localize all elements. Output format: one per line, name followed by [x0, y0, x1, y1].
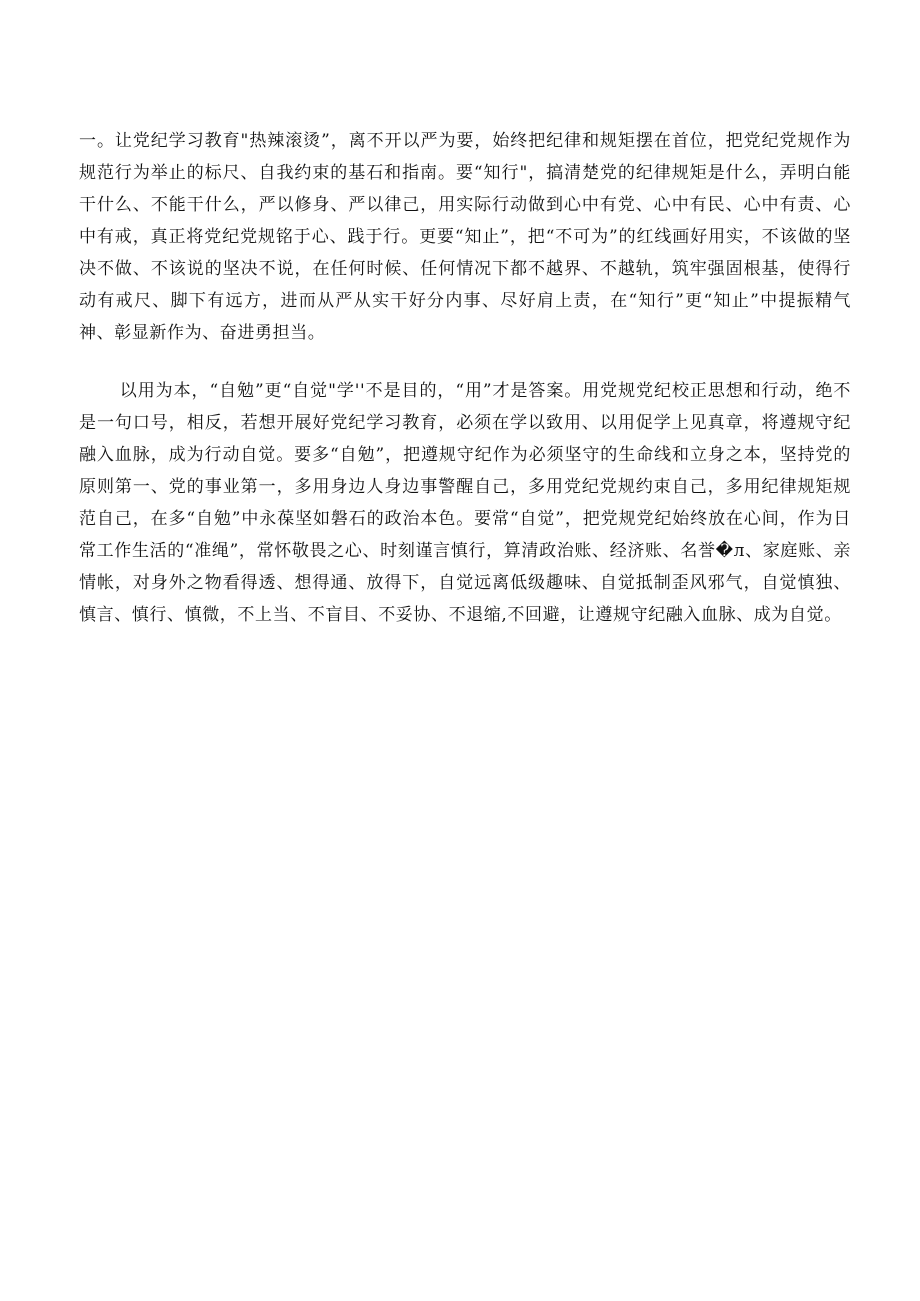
paragraph-2: 以用为本，“自勉”更“自觉"学''不是目的，“用”才是答案。用党规党纪校正思想和行动，绝不是一句口号，相反，若想开展好党纪学习教育，必须在学以致用、以用促学上见真章，将遵规守纪融入血脉，成为行动自觉。要多“自勉”，把遵规守纪作为必须坚守的生命线和立身之本，坚持党的原则第一、党的事业第一，多用身边人身边事警醒自己，多用党纪党规约束自己，多用纪律规矩规范自己，在多“自勉”中永葆坚如磐石的政治本色。要常“自觉”，把党规党纪始终放在心间，作为日常工作生活的“准绳”，常怀敬畏之心、时刻谨言慎行，算清政治账、经济账、名誉�л、家庭账、亲情帐，对身外之物看得透、想得通、放得下，自觉远离低级趣味、自觉抵制歪风邪气，自觉慎独、慎言、慎行、慎微，不上当、不盲目、不妥协、不退缩,不回避，让遵规守纪融入血脉、成为自觉。	[79, 381, 851, 625]
paragraph-1: 一。让党纪学习教育"热辣滚烫”，离不开以严为要，始终把纪律和规矩摆在首位，把党纪党规作为规范行为举止的标尺、自我约束的基石和指南。要“知行"，搞清楚党的纪律规矩是什么，弄明白能干什么、不能干什么，严以修身、严以律己，用实际行动做到心中有党、心中有民、心中有责、心中有戒，真正将党纪党规铭于心、践于行。更要“知止”，把“不可为”的红线画好用实，不该做的坚决不做、不该说的坚决不说，在任何时候、任何情况下都不越界、不越轨，筑牢强固根基，使得行动有戒尺、脚下有远方，进而从严从实干好分内事、尽好肩上责，在“知行”更“知止”中提振精气神、彰显新作为、奋进勇担当。	[79, 131, 851, 343]
document-page	[79, 125, 851, 631]
